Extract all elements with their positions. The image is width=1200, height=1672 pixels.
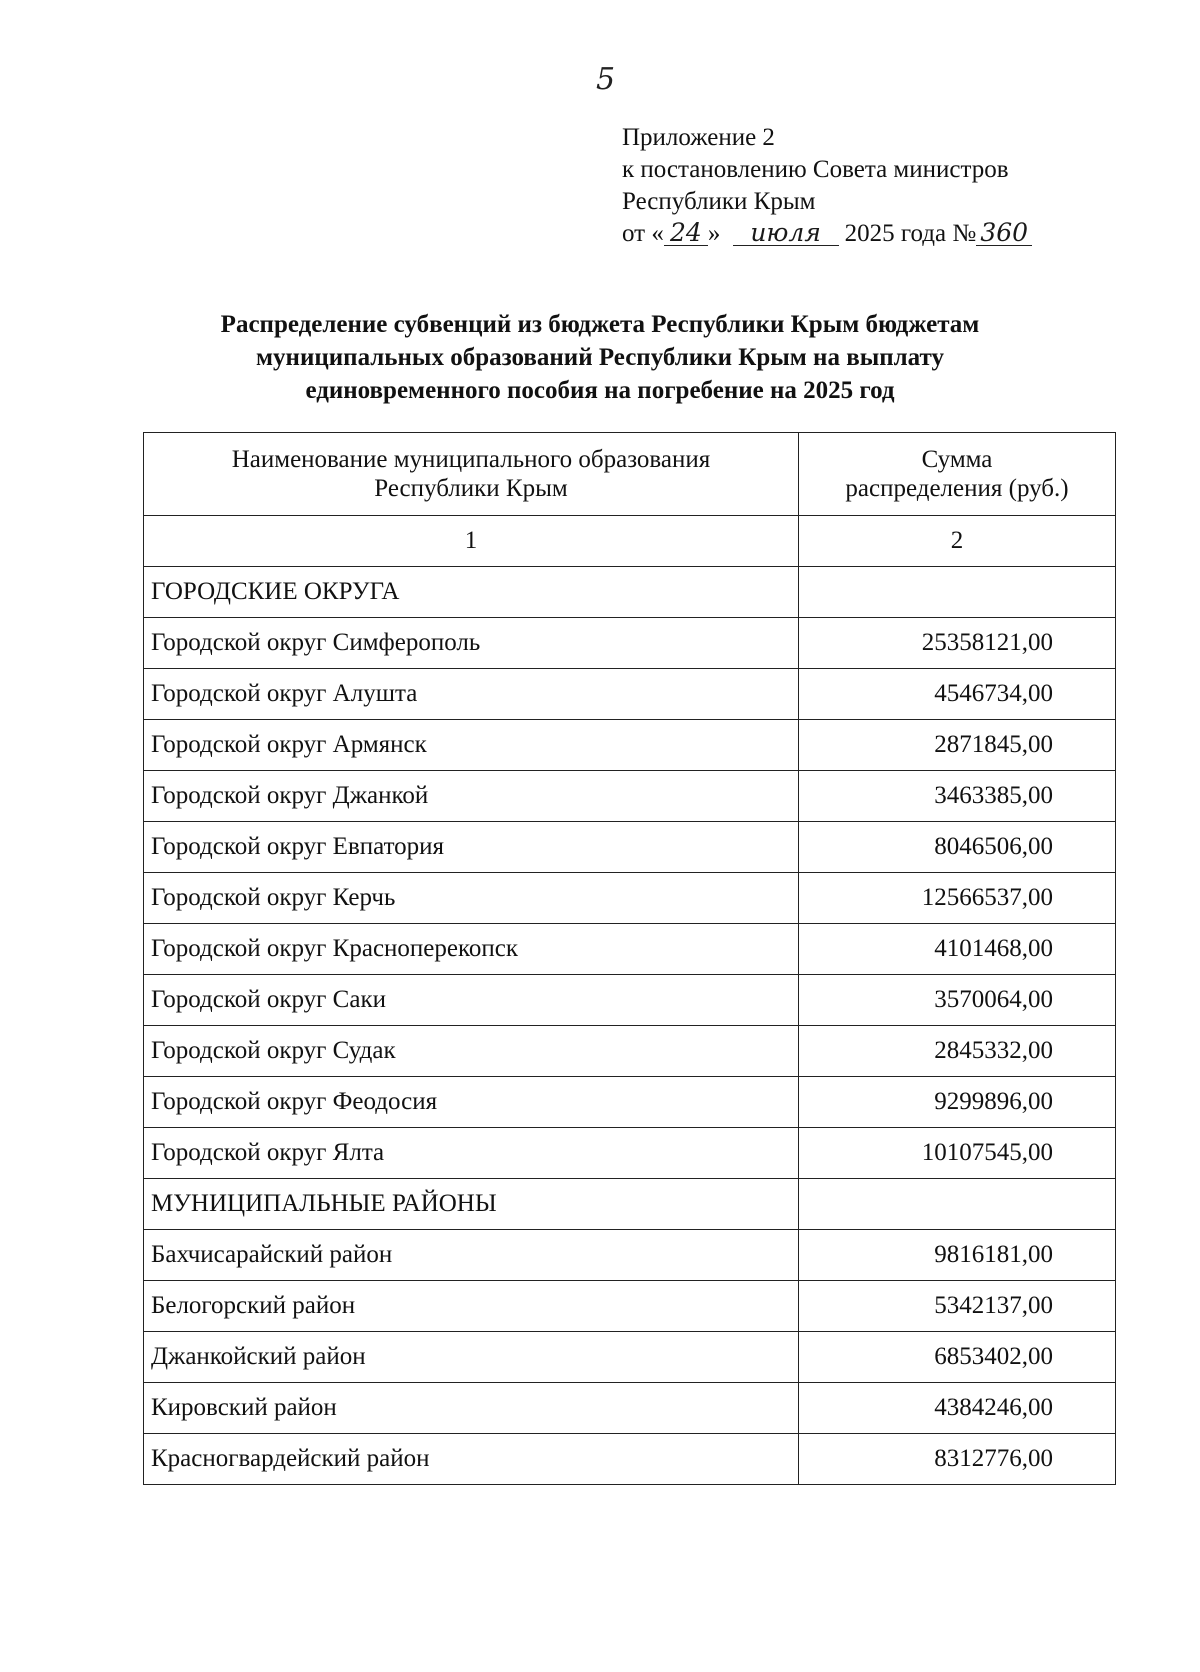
municipality-name: Городской округ Керчь [144, 873, 799, 924]
distribution-amount [799, 567, 1116, 618]
appendix-line-3: Республики Крым [622, 188, 816, 215]
distribution-amount: 8046506,00 [799, 822, 1116, 873]
appendix-line-2: к постановлению Совета министров [622, 156, 1009, 183]
table-row [144, 1077, 1116, 1128]
municipality-name: Красногвардейский район [144, 1434, 799, 1485]
municipality-name: Городской округ Феодосия [144, 1077, 799, 1128]
date-prefix: от « [622, 220, 664, 247]
distribution-amount: 2871845,00 [799, 720, 1116, 771]
title-line-3: единовременного пособия на погребение на 2025 год [305, 377, 895, 404]
distribution-amount [799, 1179, 1116, 1230]
municipality-name: Городской округ Джанкой [144, 771, 799, 822]
header-name-cell [144, 433, 799, 516]
column-number-1: 1 [144, 516, 799, 567]
table-row [144, 1332, 1116, 1383]
municipality-name: Бахчисарайский район [144, 1230, 799, 1281]
table-row [144, 924, 1116, 975]
column-number-2: 2 [799, 516, 1116, 567]
municipality-name: Городской округ Евпатория [144, 822, 799, 873]
distribution-table [143, 432, 1116, 1485]
table-row [144, 822, 1116, 873]
table-row [144, 567, 1116, 618]
municipality-name: Городской округ Красноперекопск [144, 924, 799, 975]
title-line-1: Распределение субвенций из бюджета Республики Крым бюджетам [220, 311, 980, 338]
municipality-name: Белогорский район [144, 1281, 799, 1332]
header-sum-line-1: Сумма [921, 446, 993, 473]
header-name-line-1: Наименование муниципального образования [231, 446, 711, 473]
header-name-line-2: Республики Крым [374, 475, 568, 502]
header-sum-cell [799, 433, 1116, 516]
table-row [144, 1281, 1116, 1332]
distribution-amount: 6853402,00 [799, 1332, 1116, 1383]
handwritten-doc-number: 360 [976, 221, 1032, 246]
handwritten-day: 24 [664, 221, 708, 246]
distribution-amount: 3463385,00 [799, 771, 1116, 822]
municipality-name: ГОРОДСКИЕ ОКРУГА [144, 567, 799, 618]
table-row [144, 720, 1116, 771]
table-row [144, 618, 1116, 669]
municipality-name: Городской округ Ялта [144, 1128, 799, 1179]
distribution-amount: 9816181,00 [799, 1230, 1116, 1281]
distribution-amount: 12566537,00 [799, 873, 1116, 924]
table-row [144, 1128, 1116, 1179]
title-line-2: муниципальных образований Республики Крым на выплату [256, 344, 944, 371]
table-row [144, 975, 1116, 1026]
document-title [140, 308, 1060, 407]
date-mid: » [707, 220, 721, 247]
distribution-amount: 3570064,00 [799, 975, 1116, 1026]
year-text: 2025 года № [844, 220, 977, 247]
table-row [144, 1179, 1116, 1230]
appendix-line-1: Приложение 2 [622, 124, 775, 151]
header-sum-line-2: распределения (руб.) [845, 475, 1069, 502]
page-number: 5 [596, 62, 616, 97]
table-row [144, 669, 1116, 720]
table-header-row [144, 433, 1116, 516]
distribution-amount: 9299896,00 [799, 1077, 1116, 1128]
municipality-name: Кировский район [144, 1383, 799, 1434]
municipality-name: Городской округ Судак [144, 1026, 799, 1077]
distribution-amount: 4384246,00 [799, 1383, 1116, 1434]
distribution-amount: 10107545,00 [799, 1128, 1116, 1179]
table-row [144, 771, 1116, 822]
distribution-amount: 25358121,00 [799, 618, 1116, 669]
appendix-block [622, 122, 1032, 250]
municipality-name: Городской округ Саки [144, 975, 799, 1026]
distribution-amount: 5342137,00 [799, 1281, 1116, 1332]
distribution-amount: 4546734,00 [799, 669, 1116, 720]
appendix-date-line [622, 218, 1032, 250]
table-row [144, 1230, 1116, 1281]
distribution-amount: 4101468,00 [799, 924, 1116, 975]
distribution-amount: 8312776,00 [799, 1434, 1116, 1485]
handwritten-month: июля [733, 221, 839, 246]
municipality-name: Городской округ Армянск [144, 720, 799, 771]
table-row [144, 1383, 1116, 1434]
table-row [144, 873, 1116, 924]
municipality-name: Городской округ Симферополь [144, 618, 799, 669]
table-row [144, 1434, 1116, 1485]
municipality-name: Городской округ Алушта [144, 669, 799, 720]
distribution-amount: 2845332,00 [799, 1026, 1116, 1077]
table-row [144, 1026, 1116, 1077]
municipality-name: Джанкойский район [144, 1332, 799, 1383]
column-number-row [144, 516, 1116, 567]
municipality-name: МУНИЦИПАЛЬНЫЕ РАЙОНЫ [144, 1179, 799, 1230]
